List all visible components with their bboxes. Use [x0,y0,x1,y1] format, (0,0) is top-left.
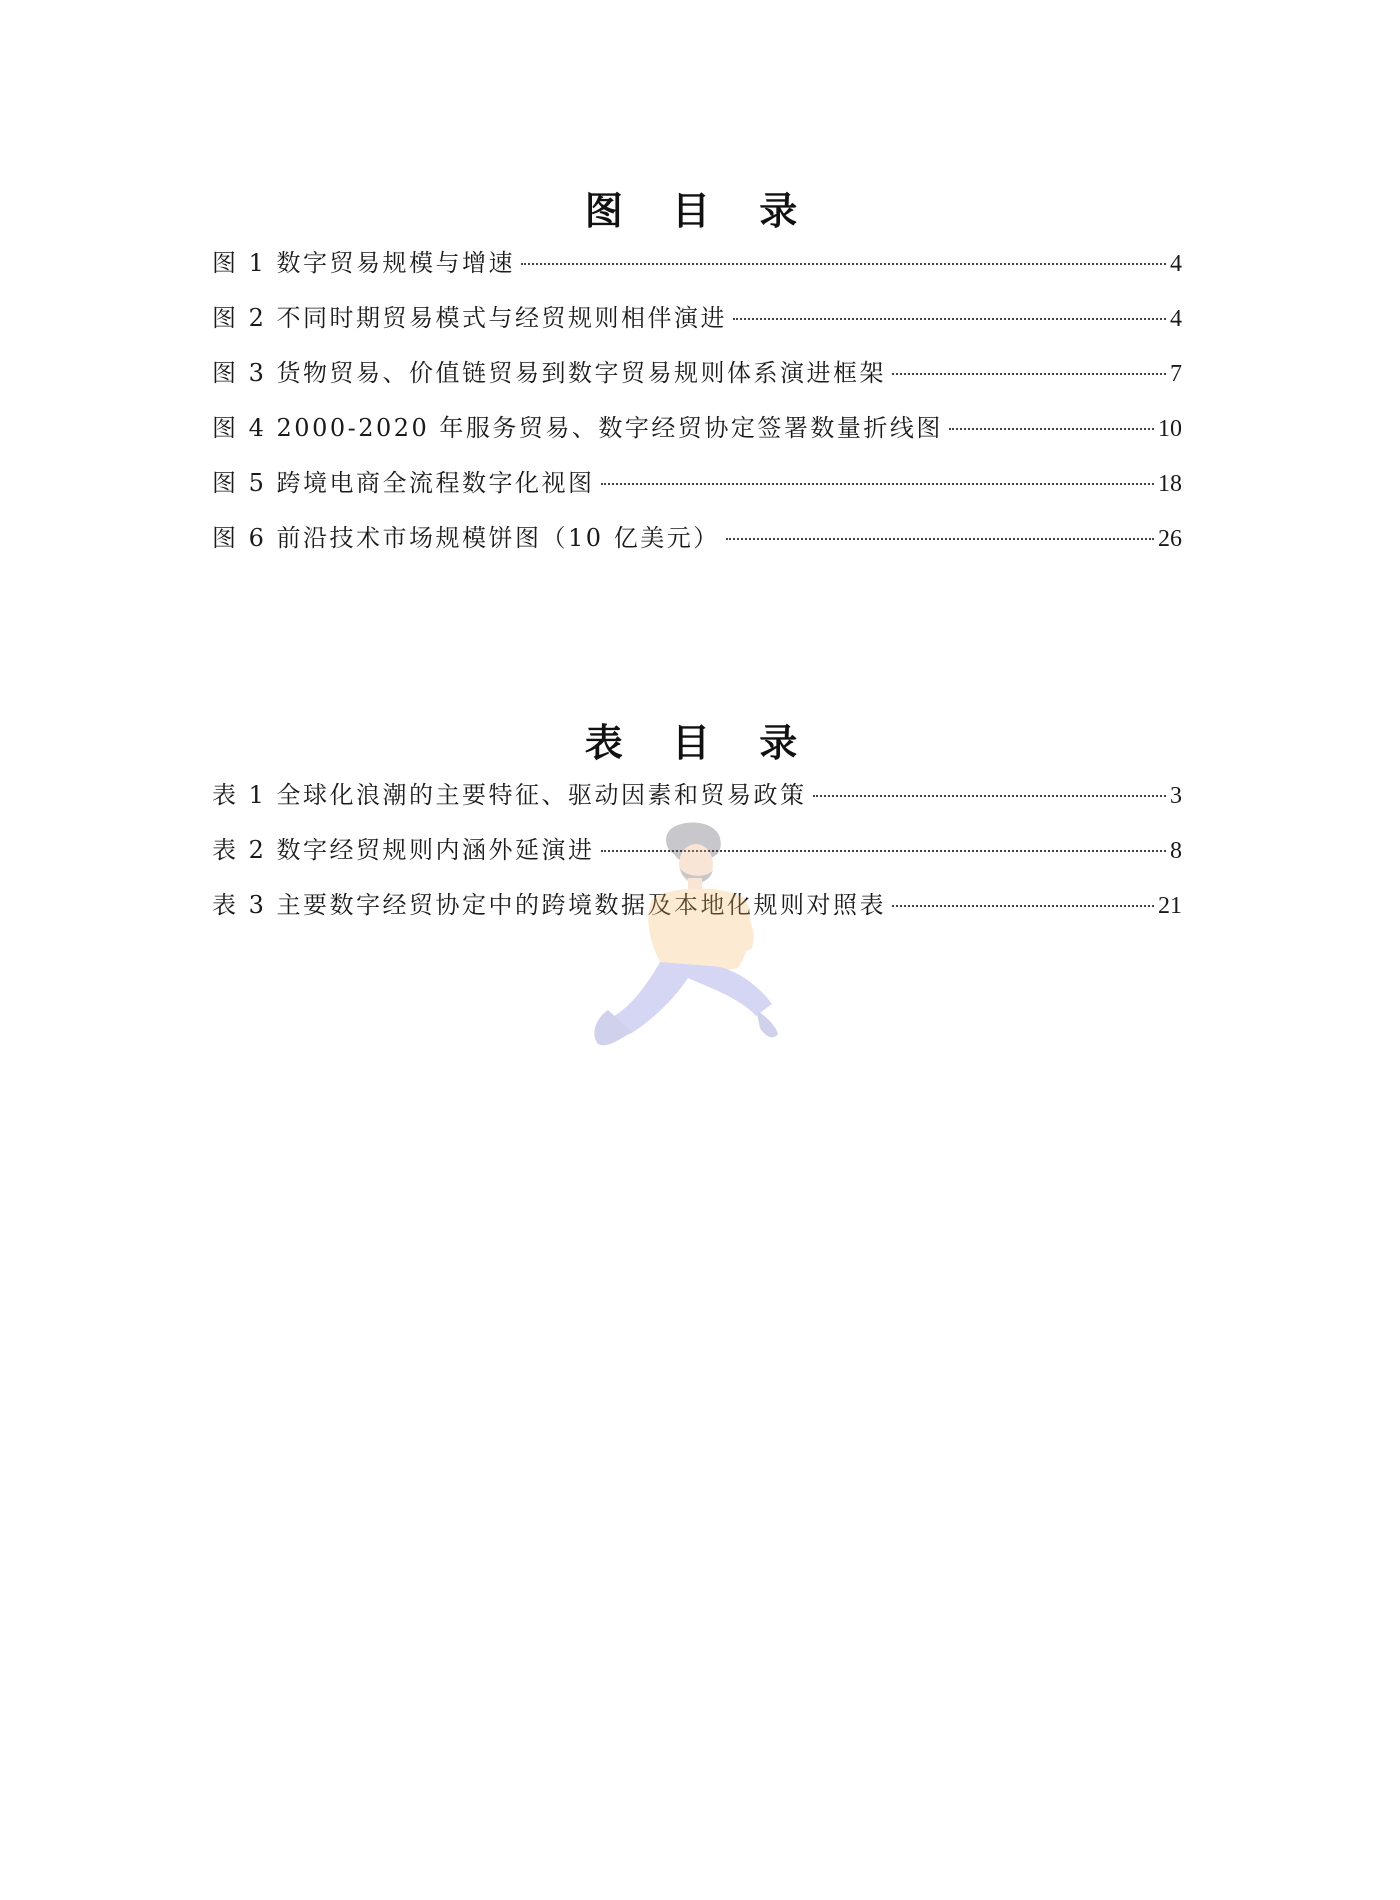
entry-page-number: 4 [1170,306,1182,332]
running-person-mascot-icon [580,820,800,1060]
dot-leader [521,263,1166,265]
figure-entry[interactable] [212,358,1182,413]
figure-list [212,248,1182,578]
entry-label: 图 1 数字贸易规模与增速 [212,249,516,277]
figure-entry[interactable] [212,468,1182,523]
entry-page-number: 21 [1158,893,1182,919]
figure-entry[interactable] [212,413,1182,468]
entry-page-number: 8 [1170,838,1182,864]
dot-leader [892,905,1154,907]
entry-page-number: 4 [1170,251,1182,277]
entry-label: 图 2 不同时期贸易模式与经贸规则相伴演进 [212,304,728,332]
mascot-shirt [648,888,750,971]
dot-leader [601,483,1154,485]
entry-page-number: 26 [1158,526,1182,552]
figure-list-title: 图 目 录 [584,189,816,233]
entry-label: 图 5 跨境电商全流程数字化视图 [212,469,595,497]
figure-entry[interactable] [212,248,1182,303]
entry-label: 表 1 全球化浪潮的主要特征、驱动因素和贸易政策 [212,781,807,809]
figure-entry[interactable] [212,303,1182,358]
mascot-shoe-right [756,1010,778,1037]
entry-page-number: 7 [1170,361,1182,387]
entry-label: 图 3 货物贸易、价值链贸易到数字贸易规则体系演进框架 [212,359,887,387]
entry-page-number: 18 [1158,471,1182,497]
mascot-pants [614,962,772,1034]
entry-label: 表 2 数字经贸规则内涵外延演进 [212,836,595,864]
entry-label: 图 4 2000-2020 年服务贸易、数字经贸协定签署数量折线图 [212,414,943,442]
table-list-title: 表 目 录 [584,721,816,765]
entry-page-number: 10 [1158,416,1182,442]
dot-leader [726,538,1154,540]
entry-label: 图 6 前沿技术市场规模饼图（10 亿美元） [212,524,720,552]
dot-leader [892,373,1166,375]
entry-page-number: 3 [1170,783,1182,809]
entry-label: 表 3 主要数字经贸协定中的跨境数据及本地化规则对照表 [212,891,887,919]
dot-leader [949,428,1154,430]
dot-leader [733,318,1166,320]
dot-leader [813,795,1166,797]
figure-entry[interactable] [212,523,1182,578]
